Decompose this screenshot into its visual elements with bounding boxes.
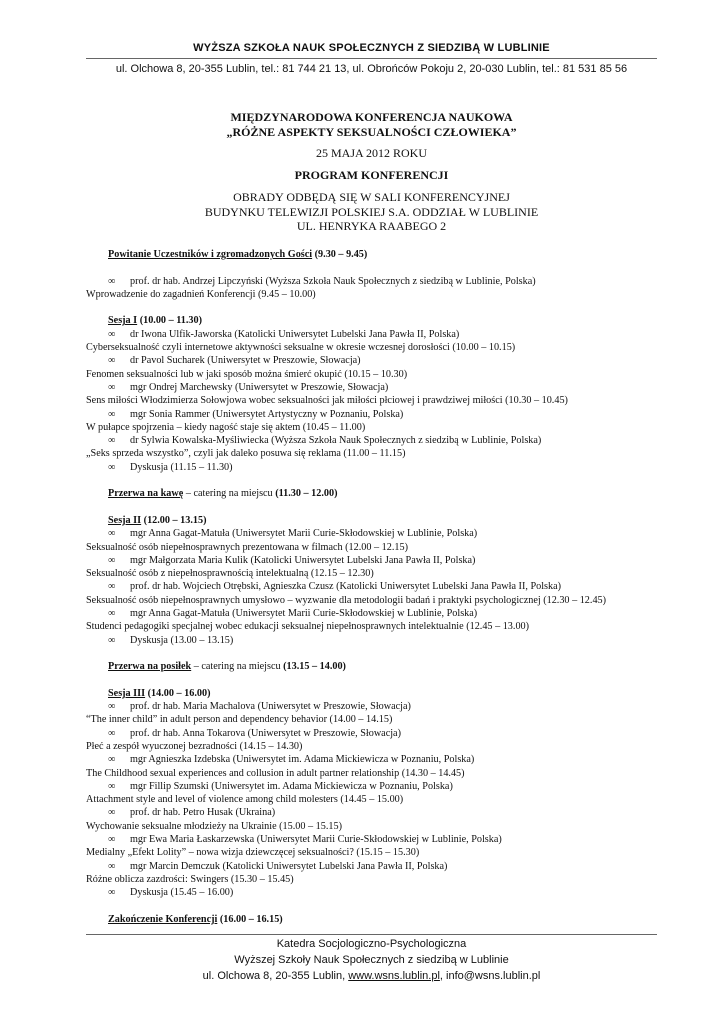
speaker-name: mgr Marcin Demczuk (Katolicki Uniwersytet Lubelski Jana Pawła II, Polska) <box>130 860 448 872</box>
speaker-name: prof. dr hab. Wojciech Otrębski, Agnieszka Czusz (Katolicki Uniwersytet Lubelski Jana Pawła II, Polska) <box>130 581 562 593</box>
bullet-icon: ∞ <box>108 701 116 713</box>
talk-title: The Childhood sexual experiences and collusion in adult partner relationship (14.30 – 14.45) <box>86 767 465 779</box>
bullet-icon: ∞ <box>108 554 116 566</box>
talk-title: Attachment style and level of violence among child molesters (14.45 – 15.00) <box>86 794 404 806</box>
speaker-line <box>86 833 657 846</box>
speaker-line <box>86 381 657 394</box>
talk-title: Medialny „Efekt Lolity” – nowa wizja dziewczęcej seksualności? (15.15 – 15.30) <box>86 847 420 859</box>
conference-title-line1: MIĘDZYNARODOWA KONFERENCJA NAUKOWA <box>230 110 513 124</box>
bullet-icon: ∞ <box>108 634 116 646</box>
conference-title-line2: „RÓŻNE ASPEKTY SEKSUALNOŚCI CZŁOWIEKA” <box>226 125 517 139</box>
speaker-line <box>86 806 657 819</box>
speaker-name: prof. dr hab. Petro Husak (Ukraina) <box>130 807 276 819</box>
speaker-name: prof. dr hab. Anna Tokarova (Uniwersytet w Preszowie, Słowacja) <box>130 727 401 739</box>
speaker-name: mgr Ondrej Marchewsky (Uniwersytet w Preszowie, Słowacja) <box>130 381 389 393</box>
talk-title: Sens miłości Włodzimierza Sołowjowa wobec seksualności jak miłości płciowej i prawdziwej miłości (10.30 – 10.45) <box>86 395 568 407</box>
website-link[interactable]: www.wsns.lublin.pl <box>348 970 440 982</box>
bullet-icon: ∞ <box>108 807 116 819</box>
speaker-line <box>86 328 657 341</box>
footer-department: Katedra Socjologiczno-Psychologiczna <box>276 938 467 950</box>
bullet-icon: ∞ <box>108 860 116 872</box>
bullet-icon: ∞ <box>108 461 116 473</box>
bullet-icon: ∞ <box>108 581 116 593</box>
venue-line2: BUDYNKU TELEWIZJI POLSKIEJ S.A. ODDZIAŁ W LUBLINIE <box>204 204 539 219</box>
conference-title <box>86 110 657 140</box>
bullet-icon: ∞ <box>108 355 116 367</box>
talk-title: Fenomen seksualności lub w jaki sposób można śmierć okupić (10.15 – 10.30) <box>86 368 408 380</box>
talk-title: Seksualność osób niepełnosprawnych umysłowo – wyzwanie dla metodologii badań i praktyki psychologicznej (12.30 – 12.45) <box>86 594 607 606</box>
talk-title: Płeć a zespół wyuczonej bezradności (14.15 – 14.30) <box>86 740 303 752</box>
speaker-line <box>86 727 657 740</box>
session3-heading: Sesja III (14.00 – 16.00) <box>108 687 211 699</box>
talk-title: Wychowanie seksualne młodzieży na Ukrainie (15.00 – 15.15) <box>86 820 342 832</box>
welcome-talk: Wprowadzenie do zagadnień Konferencji (9.45 – 10.00) <box>86 288 316 300</box>
bullet-icon: ∞ <box>108 435 116 447</box>
bullet-icon: ∞ <box>108 381 116 393</box>
speaker-line <box>86 780 657 793</box>
talk-title: “The inner child” in adult person and dependency behavior (14.00 – 14.15) <box>86 714 393 726</box>
bullet-icon: ∞ <box>108 754 116 766</box>
talk-title: Seksualność osób niepełnosprawnych prezentowana w filmach (12.00 – 12.15) <box>86 541 408 553</box>
meal-break: Przerwa na posiłek – catering na miejscu (13.15 – 14.00) <box>108 661 346 673</box>
footer <box>86 936 657 984</box>
speaker-line <box>86 607 657 620</box>
talk-title: Różne oblicza zazdrości: Swingers (15.30 – 15.45) <box>86 873 294 885</box>
bullet-icon: ∞ <box>108 780 116 792</box>
welcome-speaker: ∞ prof. dr hab. Andrzej Lipczyński (Wyższa Szkoła Nauk Społecznych z siedzibą w Lublinie, Polska) <box>108 275 536 287</box>
speaker-line <box>86 753 657 766</box>
talk-title: „Seks sprzeda wszystko”, czyli jak daleko posuwa się reklama (11.00 – 11.15) <box>86 448 406 460</box>
bullet-icon: ∞ <box>108 528 116 540</box>
header-divider <box>86 58 657 59</box>
bullet-icon: ∞ <box>108 727 116 739</box>
conference-date: 25 MAJA 2012 ROKU <box>315 146 427 160</box>
bullet-icon: ∞ <box>108 834 116 846</box>
speaker-name: mgr Agnieszka Izdebska (Uniwersytet im. Adama Mickiewicza w Poznaniu, Polska) <box>130 754 475 766</box>
talk-title: Studenci pedagogiki specjalnej wobec edukacji seksualnej niepełnosprawnych intelektualnie (12.45 – 13.00) <box>86 621 530 633</box>
venue-info <box>86 190 657 234</box>
speaker-line <box>86 408 657 421</box>
speaker-line <box>86 700 657 713</box>
footer-institution: Wyższej Szkoły Nauk Społecznych z siedzibą w Lublinie <box>234 954 509 966</box>
speaker-name: prof. dr hab. Maria Machalova (Uniwersytet w Preszowie, Słowacja) <box>130 701 411 713</box>
speaker-line <box>86 580 657 593</box>
session2-discussion: ∞ Dyskusja (13.00 – 13.15) <box>108 634 234 646</box>
bullet-icon: ∞ <box>108 408 116 420</box>
session2-items <box>86 527 657 633</box>
speaker-line <box>86 860 657 873</box>
speaker-line <box>86 354 657 367</box>
session2-heading: Sesja II (12.00 – 13.15) <box>108 514 207 526</box>
session3-items <box>86 700 657 886</box>
speaker-name: mgr Anna Gagat-Matuła (Uniwersytet Marii Curie-Skłodowskiej w Lublinie, Polska) <box>130 608 478 620</box>
coffee-break: Przerwa na kawę – catering na miejscu (11.30 – 12.00) <box>108 488 338 500</box>
session3-discussion: ∞ Dyskusja (15.45 – 16.00) <box>108 887 234 899</box>
speaker-name: mgr Anna Gagat-Matuła (Uniwersytet Marii Curie-Skłodowskiej w Lublinie, Polska) <box>130 528 478 540</box>
bullet-icon: ∞ <box>108 608 116 620</box>
venue-line1: OBRADY ODBĘDĄ SIĘ W SALI KONFERENCYJNEJ <box>233 190 510 204</box>
session1-items <box>86 328 657 461</box>
speaker-name: mgr Ewa Maria Łaskarzewska (Uniwersytet Marii Curie-Skłodowskiej w Lublinie, Polska) <box>130 834 502 846</box>
speaker-name: dr Pavol Sucharek (Uniwersytet w Preszowie, Słowacja) <box>130 355 361 367</box>
speaker-line <box>86 527 657 540</box>
bullet-icon: ∞ <box>108 328 116 340</box>
talk-title: W pułapce spojrzenia – kiedy nagość staje się aktem (10.45 – 11.00) <box>86 421 366 433</box>
talk-title: Cyberseksualność czyli internetowe aktywności seksualne w okresie wczesnej dorosłości (10.00 – 10.15) <box>86 342 516 354</box>
program-body <box>86 248 657 926</box>
session1-discussion: ∞ Dyskusja (11.15 – 11.30) <box>108 461 233 473</box>
venue-line3: UL. HENRYKA RAABEGO 2 <box>296 219 447 233</box>
footer-divider <box>86 934 657 935</box>
speaker-line <box>86 434 657 447</box>
speaker-name: mgr Małgorzata Maria Kulik (Katolicki Uniwersytet Lubelski Jana Pawła II, Polska) <box>130 554 476 566</box>
speaker-line <box>86 554 657 567</box>
speaker-name: mgr Fillip Szumski (Uniwersytet im. Adama Mickiewicza w Poznaniu, Polska) <box>130 780 453 792</box>
program-heading: PROGRAM KONFERENCJI <box>294 168 449 182</box>
footer-contact: ul. Olchowa 8, 20-355 Lublin, www.wsns.lublin.pl, info@wsns.lublin.pl <box>202 970 541 982</box>
institution-title: WYŻSZA SZKOŁA NAUK SPOŁECZNYCH Z SIEDZIBĄ W LUBLINIE <box>193 42 550 54</box>
welcome-heading: Powitanie Uczestników i zgromadzonych Gości (9.30 – 9.45) <box>108 249 368 260</box>
bullet-icon: ∞ <box>108 275 116 287</box>
institution-address: ul. Olchowa 8, 20-355 Lublin, tel.: 81 744 21 13, ul. Obrońców Pokoju 2, 20-030 Lublin, tel.: 81 531 85 56 <box>115 63 628 75</box>
speaker-name: mgr Sonia Rammer (Uniwersytet Artystyczny w Poznaniu, Polska) <box>130 408 404 420</box>
speaker-name: dr Sylwia Kowalska-Myśliwiecka (Wyższa Szkoła Nauk Społecznych z siedzibą w Lublinie, Polska) <box>130 435 542 447</box>
talk-title: Seksualność osób z niepełnosprawnością intelektualną (12.15 – 12.30) <box>86 568 374 580</box>
closing-heading: Zakończenie Konferencji (16.00 – 16.15) <box>108 913 283 925</box>
speaker-name: dr Iwona Ulfik-Jaworska (Katolicki Uniwersytet Lubelski Jana Pawła II, Polska) <box>130 328 460 340</box>
bullet-icon: ∞ <box>108 887 116 899</box>
session1-heading: Sesja I (10.00 – 11.30) <box>108 315 202 327</box>
